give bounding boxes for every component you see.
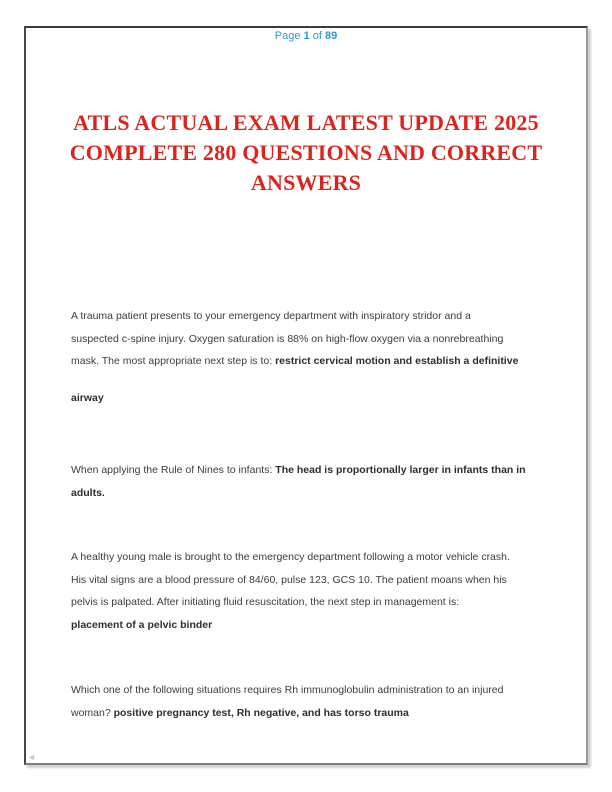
answer-text: airway (71, 392, 104, 404)
document-page (24, 26, 588, 765)
answer-text: positive pregnancy test, Rh negative, and has torso trauma (113, 706, 409, 719)
answer-text: 89 (324, 30, 338, 42)
qa-paragraph (71, 459, 564, 504)
answer-text: adults. (71, 486, 105, 499)
text-line (71, 702, 564, 725)
question-text: Page (274, 30, 304, 42)
text-line (71, 328, 564, 351)
question-text: suspected c-spine injury. Oxygen saturation is 88% on high-flow oxygen via a nonrebreathing (71, 332, 504, 345)
qa-paragraph (71, 387, 564, 410)
answer-text: restrict cervical motion and establish a definitive (275, 355, 519, 367)
question-text: Which one of the following situations requires Rh immunoglobulin administration to an injured (71, 684, 504, 696)
question-text: His vital signs are a blood pressure of 84/60, pulse 123, GCS 10. The patient moans when his (71, 573, 507, 586)
text-line (71, 459, 564, 482)
text-line (71, 387, 564, 410)
question-text: A healthy young male is brought to the emergency department following a motor vehicle crash. (71, 551, 510, 563)
answer-text: placement of a pelvic binder (71, 618, 213, 631)
question-text: mask. The most appropriate next step is to: (71, 355, 276, 367)
question-text: of (309, 30, 325, 42)
title-line: COMPLETE 280 QUESTIONS AND CORRECT (69, 140, 543, 165)
text-line (71, 569, 564, 592)
text-line (71, 679, 564, 702)
text-line (71, 305, 564, 328)
qa-paragraph (71, 679, 564, 724)
title-line: ATLS ACTUAL EXAM LATEST UPDATE 2025 (73, 110, 539, 135)
text-line (71, 546, 564, 569)
text-line (71, 614, 564, 637)
question-text: pelvis is palpated. After initiating fluid resuscitation, the next step in management is: (71, 596, 460, 608)
question-text: A trauma patient presents to your emergency department with inspiratory stridor and a (71, 310, 471, 322)
title-line: ANSWERS (250, 170, 362, 195)
qa-paragraph (71, 546, 564, 636)
answer-text: 1 (303, 30, 310, 42)
page-number-header (26, 29, 586, 43)
question-text: woman? (71, 706, 114, 719)
text-line (71, 350, 564, 373)
text-line (71, 482, 564, 505)
document-body (26, 305, 586, 724)
document-title (26, 108, 586, 198)
qa-paragraph (71, 305, 564, 373)
text-line (71, 591, 564, 614)
left-arrow-artifact: ◄ (27, 752, 36, 762)
question-text: When applying the Rule of Nines to infants: (71, 464, 276, 476)
answer-text: The head is proportionally larger in infants than in (275, 464, 526, 476)
